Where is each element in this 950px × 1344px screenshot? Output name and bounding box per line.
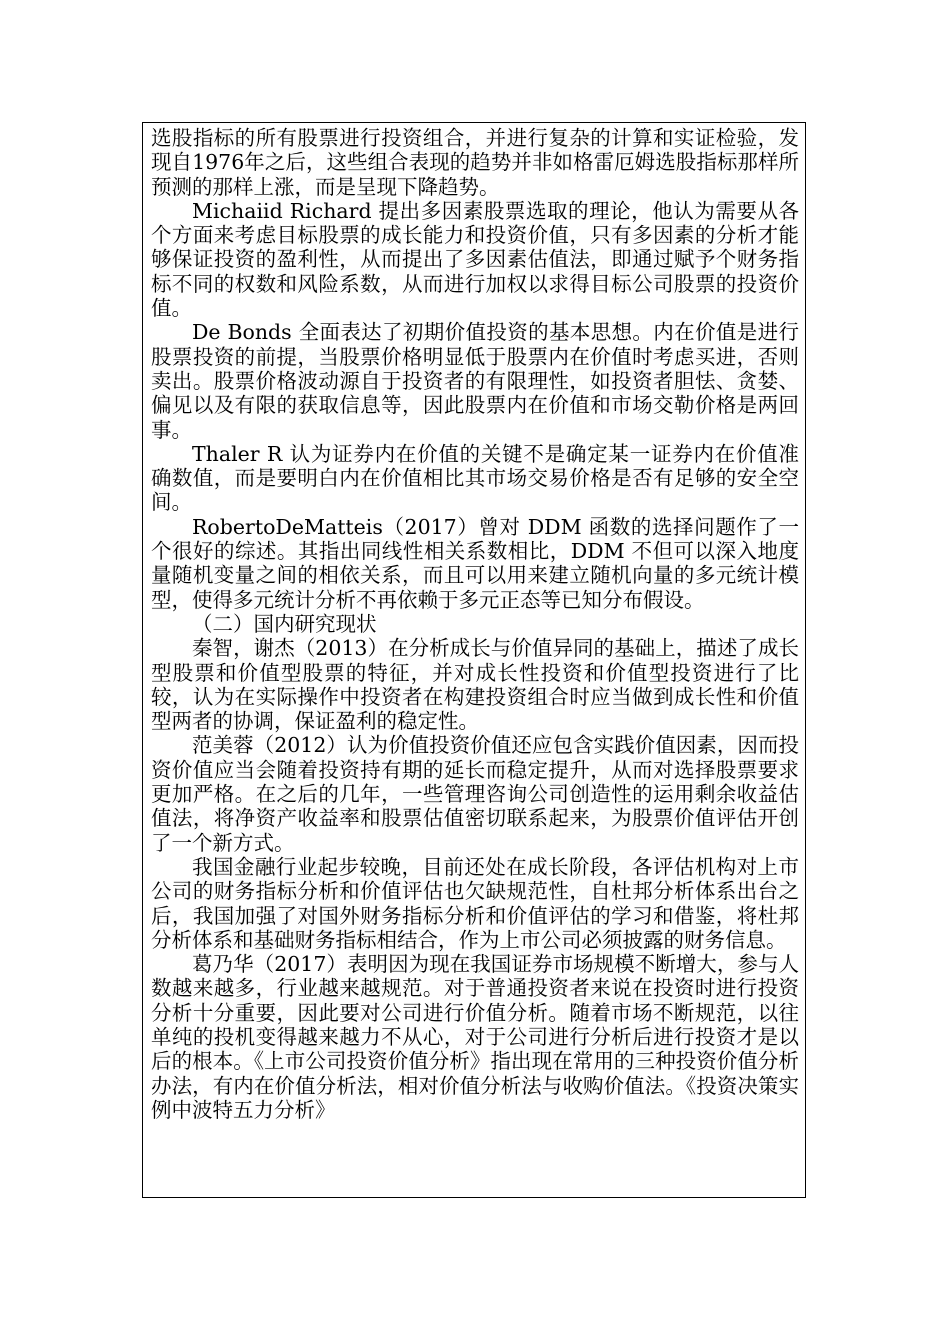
paragraph-ge: 葛乃华（2017）表明因为现在我国证券市场规模不断增大，参与人数越来越多，行业越来越规范。对于普通投资者来说在投资时进行投资分析十分重要，因此要对公司进行价值分析。随着市场不断规范，以往单纯的投机变得越来越力不从心，对于公司进行分析后进行投资才是以后的根本。《上市公司投资价值分析》指出现在常用的三种投资价值分析办法，有内在价值分析法，相对价值分析法与收购价值法。《投资决策实例中波特五力分析》 [151,952,799,1122]
page-frame [142,122,806,1198]
document-body [151,126,799,1122]
paragraph-de-bonds: De Bonds 全面表达了初期价值投资的基本思想。内在价值是进行股票投资的前提，当股票价格明显低于股票内在价值时考虑买进，否则卖出。股票价格波动源自于投资者的有限理性，如投资者胆怯、贪婪、偏见以及有限的获取信息等，因此股票内在价值和市场交勒价格是两回事。 [151,320,799,442]
paragraph-dematteis: RobertoDeMatteis（2017）曾对 DDM 函数的选择问题作了一个很好的综述。其指出同线性相关系数相比，DDM 不但可以深入地度量随机变量之间的相依关系，而且可以用来建立随机向量的多元统计模型，使得多元统计分析不再依赖于多元正态等已知分布假设。 [151,514,799,612]
paragraph-thaler: Thaler R 认为证券内在价值的关键不是确定某一证券内在价值准确数值，而是要明白内在价值相比其市场交易价格是否有足够的安全空间。 [151,441,799,515]
paragraph-richard: Michaiid Richard 提出多因素股票选取的理论，他认为需要从各个方面来考虑目标股票的成长能力和投资价值，只有多因素的分析才能够保证投资的盈利性，从而提出了多因素估值法，即通过赋予个财务指标不同的权数和风险系数，从而进行加权以求得目标公司股票的投资价值。 [151,198,799,321]
section-heading: （二）国内研究现状 [192,611,377,636]
paragraph-finance-industry: 我国金融行业起步较晚，目前还处在成长阶段，各评估机构对上市公司的财务指标分析和价值评估也欠缺规范性，自杜邦分析体系出台之后，我国加强了对国外财务指标分析和价值评估的学习和借鉴，将杜邦分析体系和基础财务指标相结合，作为上市公司必须披露的财务信息。 [151,854,799,952]
paragraph-continuation: 选股指标的所有股票进行投资组合，并进行复杂的计算和实证检验，发现自1976年之后，这些组合表现的趋势并非如格雷厄姆选股指标那样所预测的那样上涨，而是呈现下降趋势。 [151,126,799,199]
paragraph-fan: 范美蓉（2012）认为价值投资价值还应包含实践价值因素，因而投资价值应当会随着投资持有期的延长而稳定提升，从而对选择股票要求更加严格。在之后的几年，一些管理咨询公司创造性的运用剩余收益估值法，将净资产收益率和股票估值密切联系起来，为股票价值评估开创了一个新方式。 [151,733,799,855]
paragraph-qin-xie: 秦智，谢杰（2013）在分析成长与价值异同的基础上，描述了成长型股票和价值型股票的特征，并对成长性投资和价值型投资进行了比较，认为在实际操作中投资者在构建投资组合时应当做到成长性和价值型两者的协调，保证盈利的稳定性。 [151,636,799,734]
